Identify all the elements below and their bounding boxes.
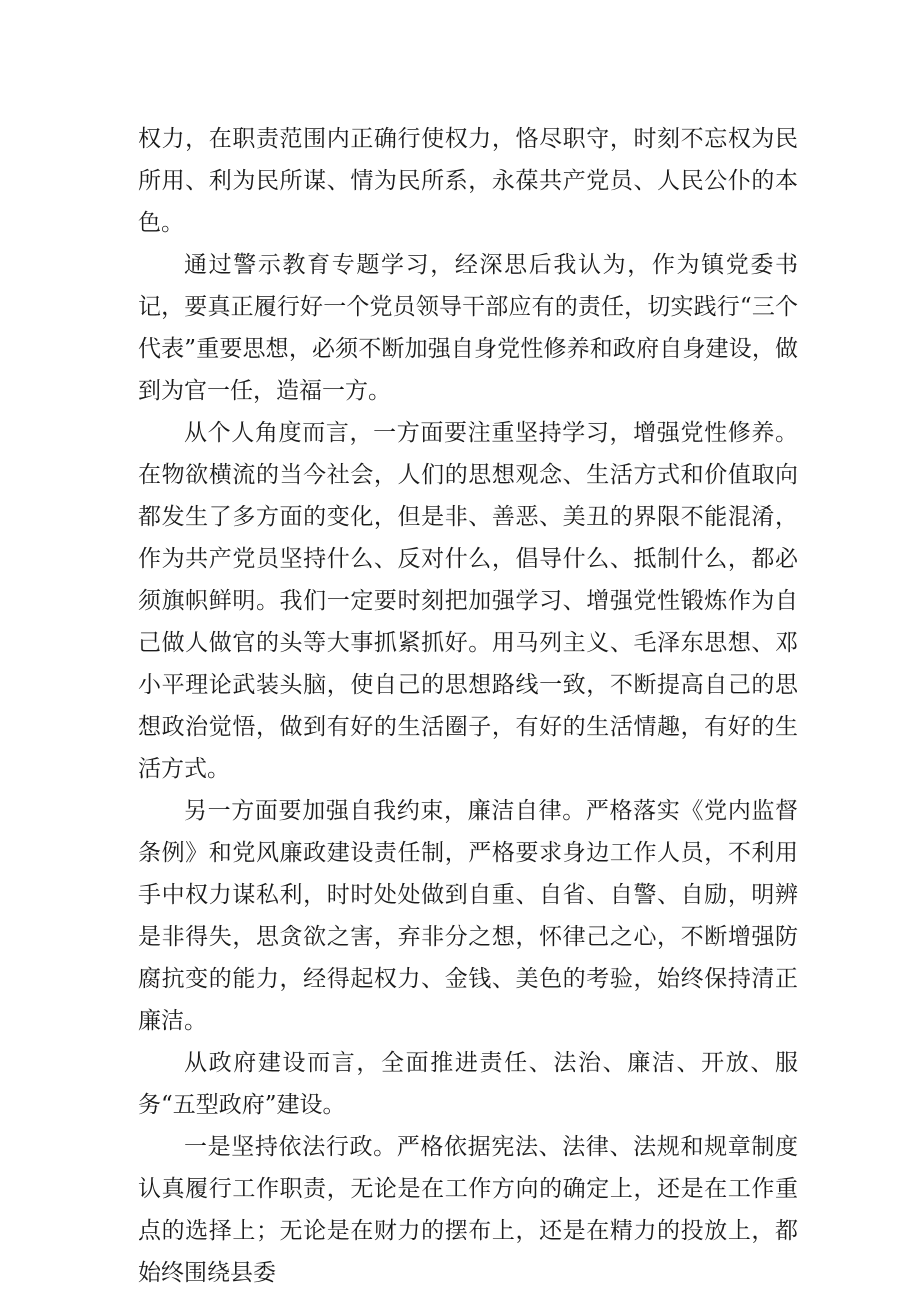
paragraph-rule-of-law: 一是坚持依法行政。严格依据宪法、法律、法规和规章制度认真履行工作职责，无论是在工作方向的确定上，还是在工作重点的选择上；无论是在财力的摆布上，还是在精力的投放上，都始终围绕县委 — [138, 1134, 798, 1286]
paragraph-personal-study: 从个人角度而言，一方面要注重坚持学习，增强党性修养。在物欲横流的当今社会，人们的思想观念、生活方式和价值取向都发生了多方面的变化，但是非、善恶、美丑的界限不能混淆，作为共产党员坚持什么、反对什么，倡导什么、抵制什么，都必须旗帜鲜明。我们一定要时刻把加强学习、增强党性锻炼作为自己做人做官的头等大事抓紧抓好。用马列主义、毛泽东思想、邓小平理论武装头脑，使自己的思想路线一致，不断提高自己的思想政治觉悟，做到有好的生活圈子，有好的生活情趣，有好的生活方式。 — [138, 420, 798, 782]
paragraph-warning-education: 通过警示教育专题学习，经深思后我认为，作为镇党委书记，要真正履行好一个党员领导干部应有的责任，切实践行“三个代表”重要思想，必须不断加强自身党性修养和政府自身建设，做到为官一任，造福一方。 — [138, 252, 798, 404]
paragraph-government-building: 从政府建设而言，全面推进责任、法治、廉洁、开放、服务“五型政府”建设。 — [138, 1050, 798, 1118]
paragraph-continuation: 权力，在职责范围内正确行使权力，恪尽职守，时刻不忘权为民所用、利为民所谋、情为民所系，永葆共产党员、人民公仆的本色。 — [138, 126, 798, 236]
paragraph-self-discipline: 另一方面要加强自我约束，廉洁自律。严格落实《党内监督条例》和党风廉政建设责任制，严格要求身边工作人员，不利用手中权力谋私利，时时处处做到自重、自省、自警、自励，明辨是非得失，思贪欲之害，弃非分之想，怀律己之心，不断增强防腐抗变的能力，经得起权力、金钱、美色的考验，始终保持清正廉洁。 — [138, 798, 798, 1034]
document-body — [138, 118, 798, 1294]
